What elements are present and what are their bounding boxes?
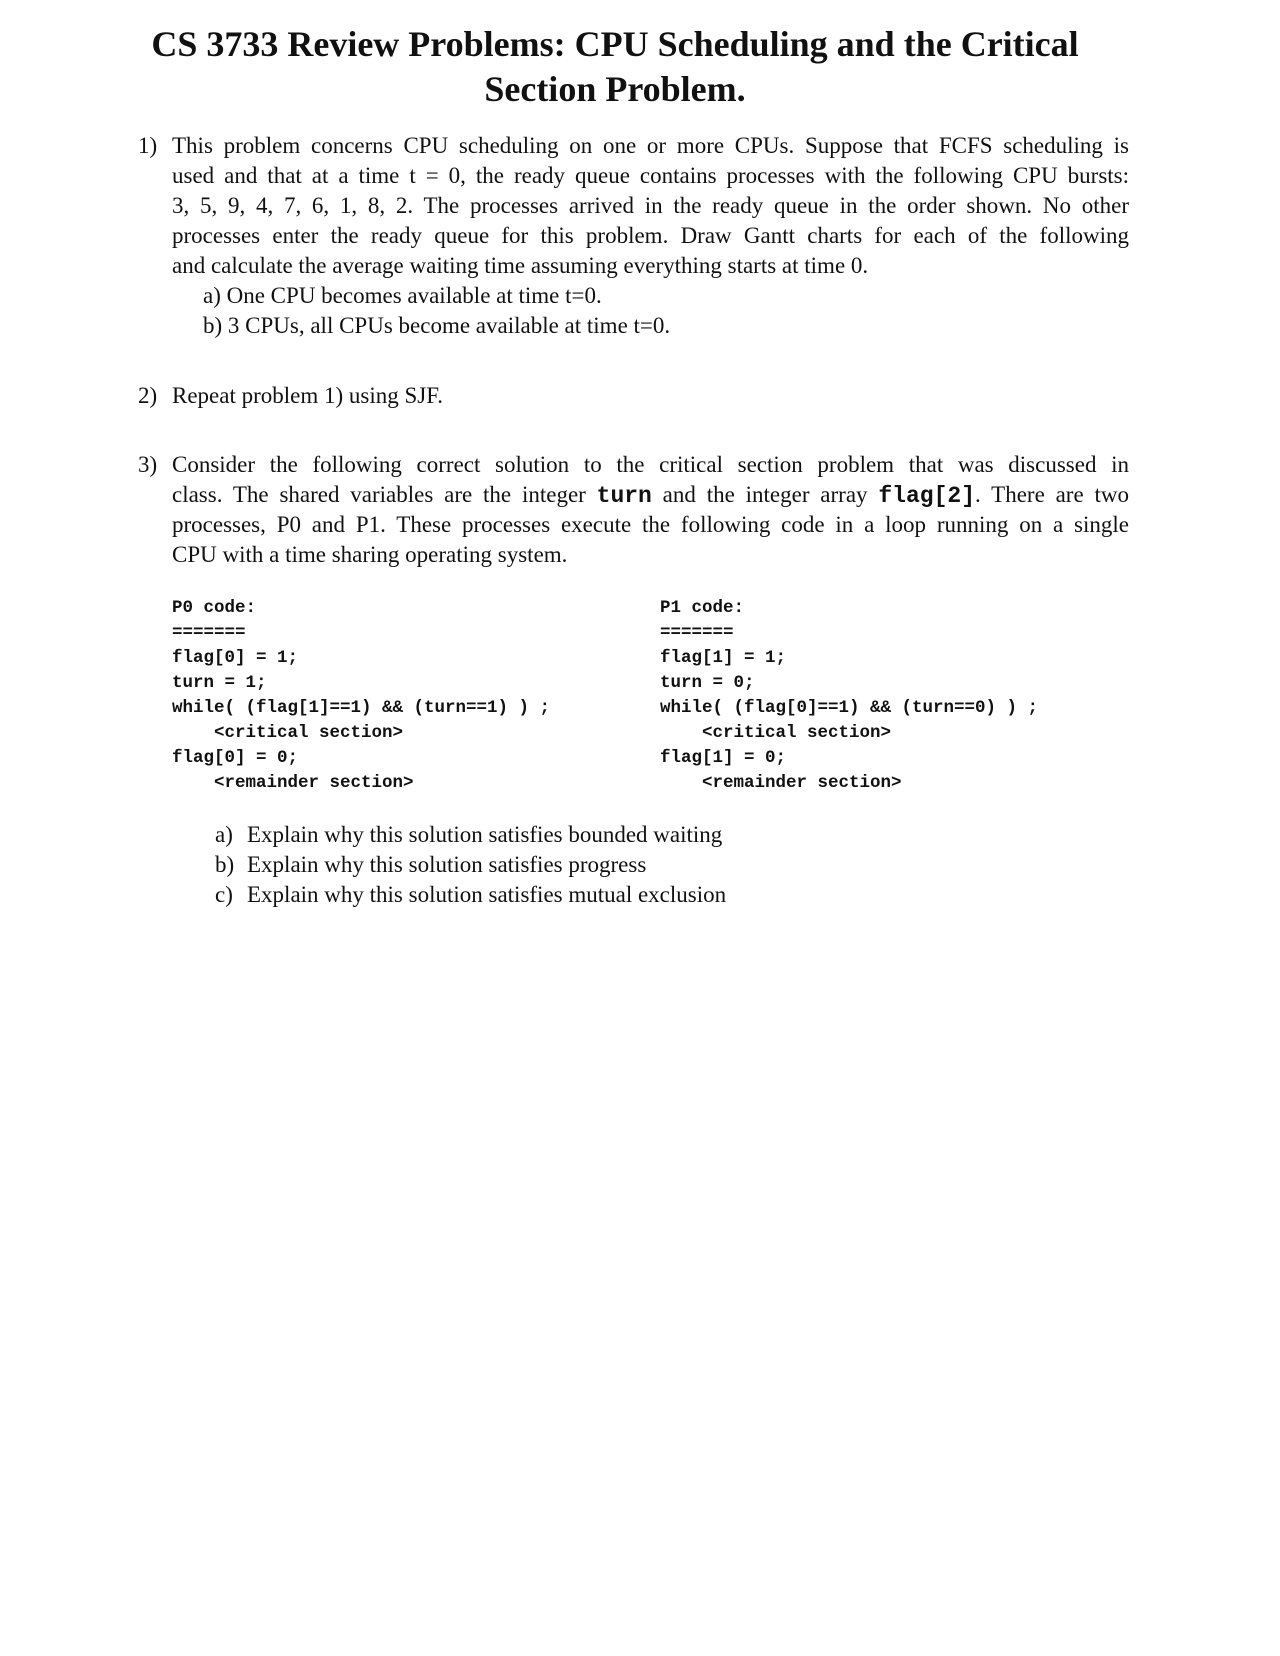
code-line: P0 code: [172, 598, 257, 618]
problem-3-number: 3) [138, 452, 158, 477]
code-line: ======= [172, 623, 246, 643]
problem-1-line: 3, 5, 9, 4, 7, 6, 1, 8, 2. The processes arrived in the ready queue in the order shown. No other [172, 193, 1129, 218]
page-title-line-2: Section Problem. [484, 69, 746, 109]
problem-1-number: 1) [138, 133, 158, 158]
page-title: CS 3733 Review Problems: CPU Scheduling and the Critical [151, 24, 1079, 64]
problem-1-line: This problem concerns CPU scheduling on one or more CPUs. Suppose that FCFS scheduling is [172, 133, 1129, 158]
problem-1-part-b: b) 3 CPUs, all CPUs become available at time t=0. [203, 313, 671, 338]
code-line: turn = 1; [172, 673, 267, 693]
code-line: P1 code: [660, 598, 745, 618]
code-line: <remainder section> [172, 773, 414, 793]
code-line: ======= [660, 623, 734, 643]
question-a: a) Explain why this solution satisfies bounded waiting [215, 822, 723, 847]
code-line: flag[1] = 1; [660, 648, 787, 668]
code-turn: turn [596, 483, 652, 509]
code-line: flag[0] = 1; [172, 648, 299, 668]
question-b: b) Explain why this solution satisfies progress [215, 852, 647, 877]
code-line: flag[0] = 0; [172, 748, 299, 768]
code-line: <critical section> [172, 723, 404, 743]
code-line: while( (flag[0]==1) && (turn==0) ) ; [660, 698, 1039, 718]
problem-3-line: processes, P0 and P1. These processes execute the following code in a loop running on a single [172, 512, 1129, 537]
problem-3-line: Consider the following correct solution to the critical section problem that was discussed in [172, 452, 1129, 477]
code-line: <critical section> [660, 723, 892, 743]
code-line: <remainder section> [660, 773, 902, 793]
problem-3-line: CPU with a time sharing operating system. [172, 542, 568, 567]
code-line: flag[1] = 0; [660, 748, 787, 768]
code-flag-array: flag[2] [878, 483, 975, 509]
problem-1-line: and calculate the average waiting time assuming everything starts at time 0. [172, 253, 869, 278]
problem-2-number: 2) [138, 383, 158, 408]
question-c: c) Explain why this solution satisfies mutual exclusion [215, 882, 727, 907]
problem-1-line: used and that at a time t = 0, the ready queue contains processes with the following CPU bursts: [172, 163, 1129, 188]
problem-2-text: Repeat problem 1) using SJF. [172, 383, 443, 408]
problem-3-line: class. The shared variables are the integer turn and the integer array flag[2]. There are two [172, 482, 1130, 509]
problem-1-part-a: a) One CPU becomes available at time t=0. [203, 283, 602, 308]
code-line: turn = 0; [660, 673, 755, 693]
problem-1-line: processes enter the ready queue for this problem. Draw Gantt charts for each of the following [172, 223, 1129, 248]
code-line: while( (flag[1]==1) && (turn==1) ) ; [172, 698, 551, 718]
